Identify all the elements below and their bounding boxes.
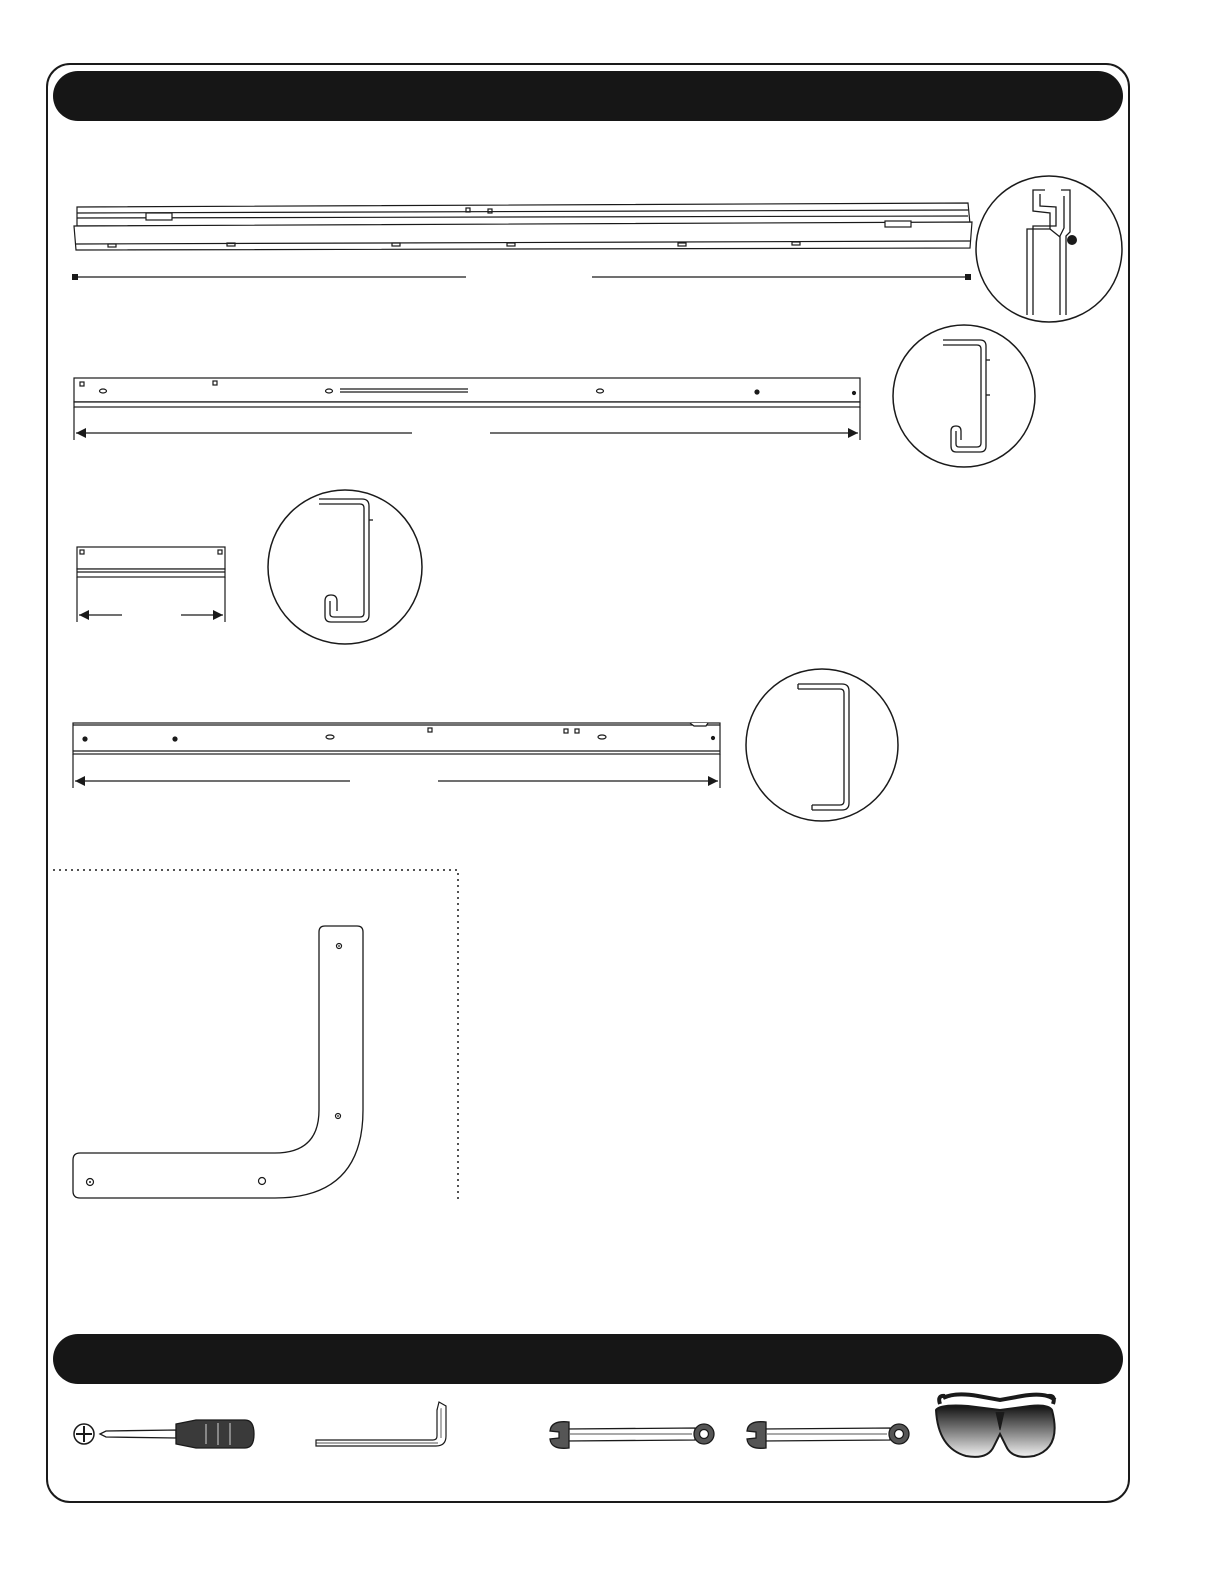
- phillips-screwdriver-icon: [74, 1420, 254, 1448]
- part-short-rail: [77, 547, 225, 622]
- combination-wrench-icon: [747, 1422, 909, 1449]
- hook-profile-detail: [976, 176, 1122, 322]
- c-channel-detail: [746, 669, 898, 821]
- combination-wrench-icon: [550, 1422, 714, 1449]
- part-rail-1: [72, 203, 972, 280]
- safety-glasses-icon: [936, 1394, 1055, 1456]
- hex-key-icon: [316, 1402, 446, 1446]
- part-l-bracket-panel: [53, 870, 458, 1200]
- part-rail-2: [74, 378, 860, 440]
- j-channel-detail: [268, 490, 422, 644]
- part-rail-4: [73, 723, 720, 788]
- j-channel-detail: [893, 325, 1035, 467]
